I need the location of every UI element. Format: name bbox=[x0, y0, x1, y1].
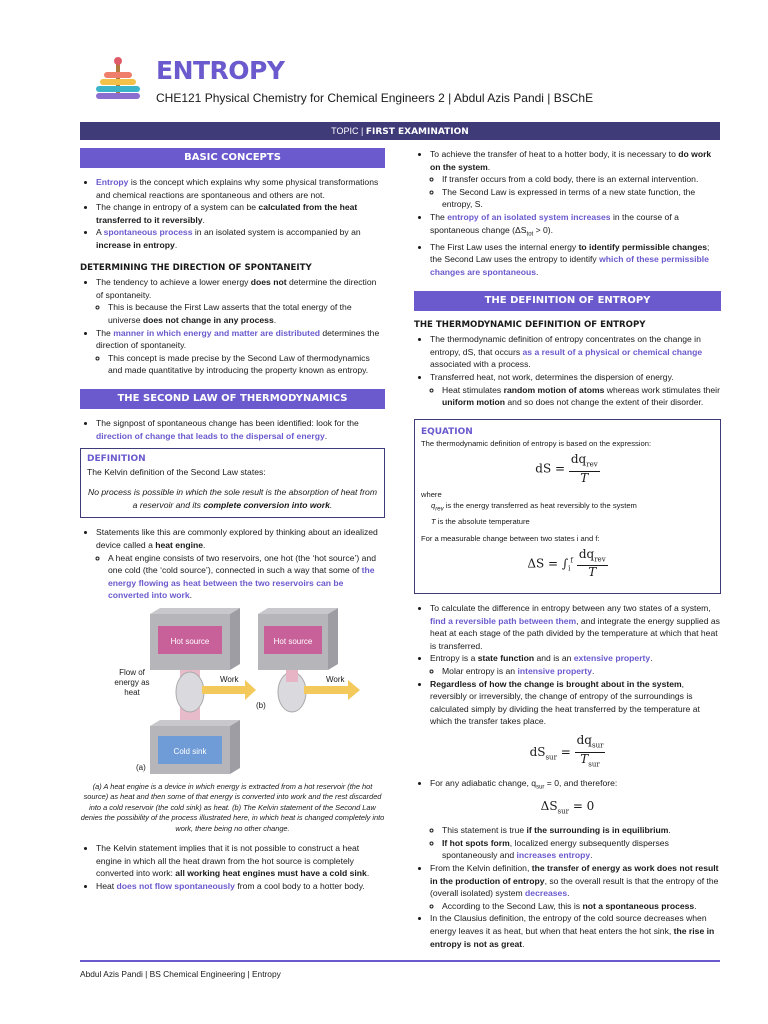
hot-source-b-label: Hot source bbox=[273, 637, 313, 647]
list-item: • Transferred heat, not work, determines the dispersion of energy. ◦ Heat stimulates random motion of atoms whereas work stimulates their uniform motion and so does not change the extent of their disorder. bbox=[430, 371, 721, 409]
list-item: ◦ Heat stimulates random motion of atoms whereas work stimulates their uniform motion and so does not change the extent of their disorder. bbox=[442, 384, 721, 409]
list-item: • The tendency to achieve a lower energy does not determine the direction of spontaneity. ◦ This is because the First Law asserts that the total energy of the universe does not change in any process. bbox=[96, 276, 385, 326]
definition-title: DEFINITION bbox=[87, 454, 146, 465]
second-law-list bbox=[80, 417, 385, 442]
list-item: ◦ This is because the First Law asserts that the total energy of the universe does not change in any process. bbox=[108, 301, 385, 326]
equation-box bbox=[414, 419, 721, 594]
basic-concepts-list bbox=[80, 176, 385, 252]
adiabatic-equation: $\Delta S_{sur} = 0$ bbox=[540, 799, 595, 816]
thermo-list bbox=[414, 333, 721, 409]
list-item: • The thermodynamic definition of entropy concentrates on the change in entropy, dS, that occurs as a result of a physical or chemical change associated with a process. bbox=[430, 333, 721, 371]
list-item: • In the Clausius definition, the entropy of the cold source decreases when energy leaves it as heat, but when that heat enters the hot sink, the rise in entropy is not as great. bbox=[430, 912, 721, 950]
list-item: ◦ Molar entropy is an intensive property. bbox=[442, 665, 721, 678]
list-item: ◦ According to the Second Law, this is not a spontaneous process. bbox=[442, 900, 721, 913]
t-definition: T is the absolute temperature bbox=[431, 516, 530, 526]
hot-source-a-label: Hot source bbox=[170, 637, 210, 647]
direction-list bbox=[80, 276, 385, 377]
entropy-definition-equation: dS = $\frac{dq_{rev}}{T}$ bbox=[535, 452, 598, 486]
adiabatic-list bbox=[414, 777, 721, 794]
list-item: • Heat does not flow spontaneously from a cool body to a hotter body. bbox=[96, 880, 385, 893]
kelvin-list bbox=[80, 842, 385, 892]
definition-text: The Kelvin definition of the Second Law states: bbox=[87, 466, 266, 477]
list-item: • The Kelvin statement implies that it is not possible to construct a heat engine in which all the heat drawn from the hot source is completely converted into work: all working heat engines must have a cold sink. bbox=[96, 842, 385, 880]
list-item: • To achieve the transfer of heat to a hotter body, it is necessary to do work on the system. ◦ If transfer occurs from a cold body, there is an external intervention. ◦ The Second Law is expressed in terms of a new state function, the entropy, S. bbox=[430, 148, 721, 211]
heat-engine-figure bbox=[80, 608, 385, 778]
list-item: ◦ If transfer occurs from a cold body, there is an external intervention. bbox=[442, 173, 721, 186]
list-item: ◦ This concept is made precise by the Second Law of thermodynamics and made quantitative by introducing the property known as entropy. bbox=[108, 352, 385, 377]
section-header-basic-concepts: BASIC CONCEPTS bbox=[80, 148, 385, 168]
list-item: ◦ The Second Law is expressed in terms of a new state function, the entropy, S. bbox=[442, 186, 721, 211]
footer-divider bbox=[80, 960, 720, 962]
definition-box bbox=[80, 448, 385, 518]
list-item bbox=[430, 824, 721, 862]
topic-bar bbox=[80, 122, 720, 140]
where-label: where bbox=[421, 489, 442, 499]
page-subtitle: CHE121 Physical Chemistry for Chemical Engineers 2 | Abdul Azis Pandi | BSChE bbox=[156, 91, 594, 105]
work-b-label: Work bbox=[326, 675, 345, 685]
list-item: ◦ If hot spots form, localized energy subsequently disperses spontaneously and increases entropy. bbox=[442, 837, 721, 862]
subheader-thermodynamic-definition: THE THERMODYNAMIC DEFINITION OF ENTROPY bbox=[414, 319, 646, 330]
section-header-definition-entropy: THE DEFINITION OF ENTROPY bbox=[414, 291, 721, 311]
page-title: ENTROPY bbox=[156, 56, 285, 85]
equation-title: EQUATION bbox=[421, 426, 473, 437]
right-column bbox=[414, 148, 721, 950]
fig-label-a: (a) bbox=[136, 763, 146, 773]
list-item: ◦ A heat engine consists of two reservoirs, one hot (the ‘hot source’) and one cold (the ‘cold source’), connected in such a way that some of the energy flowing as heat between the two reservoirs can be converted into work. bbox=[108, 552, 385, 602]
fig-label-b: (b) bbox=[256, 701, 266, 711]
flow-of-energy-label: Flow of energy as heat bbox=[114, 668, 150, 698]
heat-engine-list bbox=[80, 526, 385, 602]
list-item: ◦ This statement is true if the surrounding is in equilibrium. bbox=[442, 824, 721, 837]
right-intro-list bbox=[414, 148, 721, 279]
subheader-direction-spontaneity: DETERMINING THE DIRECTION OF SPONTANEITY bbox=[80, 262, 312, 273]
cold-sink-label: Cold sink bbox=[173, 747, 207, 757]
equation-intro: The thermodynamic definition of entropy is based on the expression: bbox=[421, 439, 652, 449]
list-item: • Entropy is a state function and is an extensive property. ◦ Molar entropy is an intensive property. bbox=[430, 652, 721, 677]
calc-list bbox=[414, 602, 721, 728]
equilibrium-list bbox=[414, 824, 721, 950]
list-item: • Statements like this are commonly explored by thinking about an idealized device called a heat engine. ◦ A heat engine consists of two reservoirs, one hot (the ‘hot source’) and one cold (the ‘cold source’), connected in such a way that some of the energy flowing as heat between the two reservoirs can be converted into work. bbox=[96, 526, 385, 602]
list-item: • The entropy of an isolated system increases in the course of a spontaneous change $(\Delta S_{tot} > 0)$. bbox=[430, 211, 721, 241]
list-item: • For any adiabatic change, $q_{sur} = 0$, and therefore: bbox=[430, 777, 721, 794]
figure-caption: (a) A heat engine is a device in which energy is extracted from a hot reservoir (the hot source) as heat and then some of that energy is converted into work and the rest discarded into a cold reservoir (the cold sink) as heat. (b) The Kelvin statement of the Second Law denies the possibility of the process illustrated here, in which heat is changed completely into work, there being no other change. bbox=[80, 782, 385, 833]
list-item: • The First Law uses the internal energy to identify permissible changes; the Second Law uses the entropy to identify which of these permissible changes are spontaneous. bbox=[430, 241, 721, 279]
page-footer: Abdul Azis Pandi | BS Chemical Engineering | Entropy bbox=[80, 969, 281, 979]
list-item: • Entropy is the concept which explains why some physical transformations and chemical reactions are spontaneous and others are not. bbox=[96, 176, 385, 201]
list-item: • A spontaneous process in an isolated system is accompanied by an increase in entropy. bbox=[96, 226, 385, 251]
q-definition: $q_{rev}$ is the energy transferred as heat reversibly to the system bbox=[431, 500, 637, 513]
topic-label: FIRST EXAMINATION bbox=[365, 127, 469, 137]
list-item: • The change in entropy of a system can be calculated from the heat transferred to it reversibly. bbox=[96, 201, 385, 226]
topic-prefix: TOPIC | bbox=[331, 126, 366, 136]
list-item: • Regardless of how the change is brought about in the system, reversibly or irreversibly, the change of entropy of the surroundings is calculated simply by dividing the heat transferred by the temperature at which the transfer takes place. bbox=[430, 678, 721, 728]
list-item: • The signpost of spontaneous change has been identified: look for the direction of change that leads to the dispersal of energy. bbox=[96, 417, 385, 442]
ring-stack-logo-icon bbox=[94, 56, 142, 102]
measurable-change-text: For a measurable change between two states i and f: bbox=[421, 533, 600, 543]
list-item: • The manner in which energy and matter are distributed determines the direction of spontaneity. ◦ This concept is made precise by the Second Law of thermodynamics and made quantitative by introducing the property known as entropy. bbox=[96, 327, 385, 377]
surroundings-entropy-equation: $dS_{sur}$ = $\frac{dq_{sur}}{T_{sur}}$ bbox=[529, 733, 604, 769]
list-item: • To calculate the difference in entropy between any two states of a system, find a reversible path between them, and integrate the energy supplied as heat at each stage of the path divided by the temperature at which that heat is transferred. bbox=[430, 602, 721, 652]
list-item: • From the Kelvin definition, the transfer of energy as work does not result in the production of entropy, so the overall result is that the entropy of the (overall isolated) system decreases. ◦ According to the Second Law, this is not a spontaneous process. bbox=[430, 862, 721, 912]
definition-quote: No process is possible in which the sole result is the absorption of heat from a reservoir and its complete conversion into work. bbox=[88, 487, 377, 510]
left-column bbox=[80, 148, 385, 892]
entropy-integral-equation: $\Delta S = \int_i^f$ $\frac{dq_{rev}}{T}$ bbox=[527, 546, 606, 580]
section-header-second-law: THE SECOND LAW OF THERMODYNAMICS bbox=[80, 389, 385, 409]
work-a-label: Work bbox=[220, 675, 239, 685]
